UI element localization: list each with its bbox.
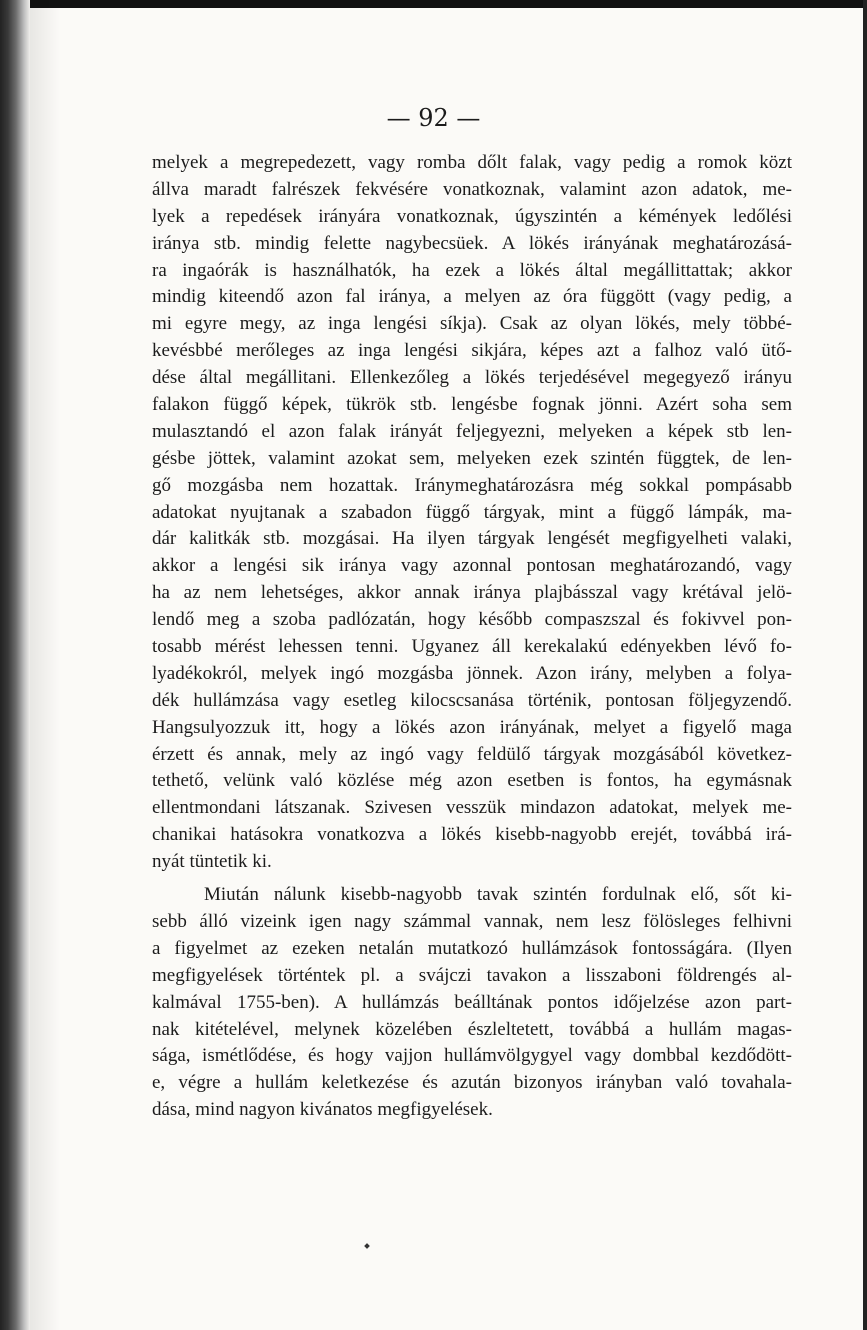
text-line: ra ingaórák is használhatók, ha ezek a lökés által megállittattak; akkor [152,259,792,281]
text-line: lyadékokról, melyek ingó mozgásba jönnek. Azon irány, melyben a folya- [152,662,792,684]
book-gutter [0,0,30,1330]
text-line: melyek a megrepedezett, vagy romba dőlt falak, vagy pedig a romok közt [152,152,792,173]
text-line: sebb álló vizeink igen nagy számmal vannak, nem lesz fölösleges felhivni [152,910,792,932]
text-line: Hangsulyozzuk itt, hogy a lökés azon irányának, melyet a figyelő maga [152,716,792,738]
text-line: dár kalitkák stb. mozgásai. Ha ilyen tárgyak lengését megfigyelheti valaki, [152,528,792,550]
text-line: lendő meg a szoba padlózatán, hogy később compaszszal és fokivvel pon- [152,609,792,631]
text-line: chanikai hatásokra vonatkozva a lökés kisebb-nagyobb erejét, továbbá irá- [152,824,792,846]
page-number: — 92 — [386,104,481,132]
text-line: gő mozgásba nem hozattak. Iránymeghatározásra még sokkal pompásabb [152,474,792,496]
text-line: nak kitételével, melynek közelében észleltetett, továbbá a hullám magas- [152,1018,792,1040]
text-line: kevésbbé merőleges az inga lengési sikjára, képes azt a falhoz való ütő- [152,340,792,362]
text-line: dása, mind nagyon kivánatos megfigyelések. [152,1099,493,1121]
body-text [152,150,792,1124]
text-line: e, végre a hullám keletkezése és azután bizonyos irányban való tovahala- [152,1072,792,1094]
page-top-edge [0,0,867,8]
text-line: tosabb mérést lehessen tenni. Ugyanez áll kerekalakú edényekben lévő fo- [152,636,792,658]
paragraph-1 [152,150,792,876]
text-line: falakon függő képek, tükrök stb. lengésbe fognak jönni. Azért soha sem [152,394,792,416]
text-line: megfigyelések történtek pl. a svájczi tavakon a lisszaboni földrengés al- [152,964,792,986]
text-line: dék hullámzása vagy esetleg kilocscsanása történik, pontosan följegyzendő. [152,689,792,711]
text-line: kalmával 1755-ben). A hullámzás beálltának pontos időjelzése azon part- [152,991,792,1013]
text-line: adatokat nyujtanak a szabadon függő tárgyak, mint a függő lámpák, ma- [152,501,792,523]
paragraph-2 [152,882,792,1124]
text-line: sága, ismétlődése, és hogy vajjon hullámvölgygyel vagy dombbal kezdődött- [152,1045,792,1067]
text-line: érzett és annak, mely az ingó vagy feldülő tárgyak mozgásából következ- [152,743,792,765]
text-line: akkor a lengési sik iránya vagy azonnal pontosan meghatározandó, vagy [152,555,792,577]
text-line: nyát tüntetik ki. [152,851,272,873]
text-line: ha az nem lehetséges, akkor annak iránya plajbásszal vagy krétával jelö- [152,582,792,604]
page-right-edge [863,0,867,1330]
text-line: mindig kiteendő azon fal iránya, a melyen az óra függött (vagy pedig, a [152,286,792,308]
text-line: iránya stb. mindig felette nagybecsüek. A lökés irányának meghatározásá- [152,232,792,254]
text-line: ellentmondani látszanak. Szivesen vesszük mindazon adatokat, melyek me- [152,797,792,819]
text-line: mi egyre megy, az inga lengési síkja). Csak az olyan lökés, mely többé- [152,313,792,335]
text-line: Miután nálunk kisebb-nagyobb tavak szintén fordulnak elő, sőt ki- [204,884,792,906]
text-line: tethető, velünk való közlése még azon esetben is fontos, ha egymásnak [152,770,792,792]
gutter-shadow [30,0,60,1330]
text-line: a figyelmet az ezeken netalán mutatkozó hullámzások fontosságára. (Ilyen [152,937,792,959]
stray-ink-mark [364,1243,370,1249]
text-line: lyek a repedések irányára vonatkoznak, úgyszintén a kémények ledőlési [152,205,792,227]
text-line: gésbe jöttek, valamint azokat sem, melyeken ezek szintén függtek, de len- [152,447,792,469]
text-line: mulasztandó el azon falak irányát feljegyezni, melyeken a képek stb len- [152,420,792,442]
text-line: dése által megállitani. Ellenkezőleg a lökés terjedésével megegyező irányu [152,367,792,389]
text-line: állva maradt falrészek fekvésére vonatkoznak, valamint azon adatok, me- [152,178,792,200]
